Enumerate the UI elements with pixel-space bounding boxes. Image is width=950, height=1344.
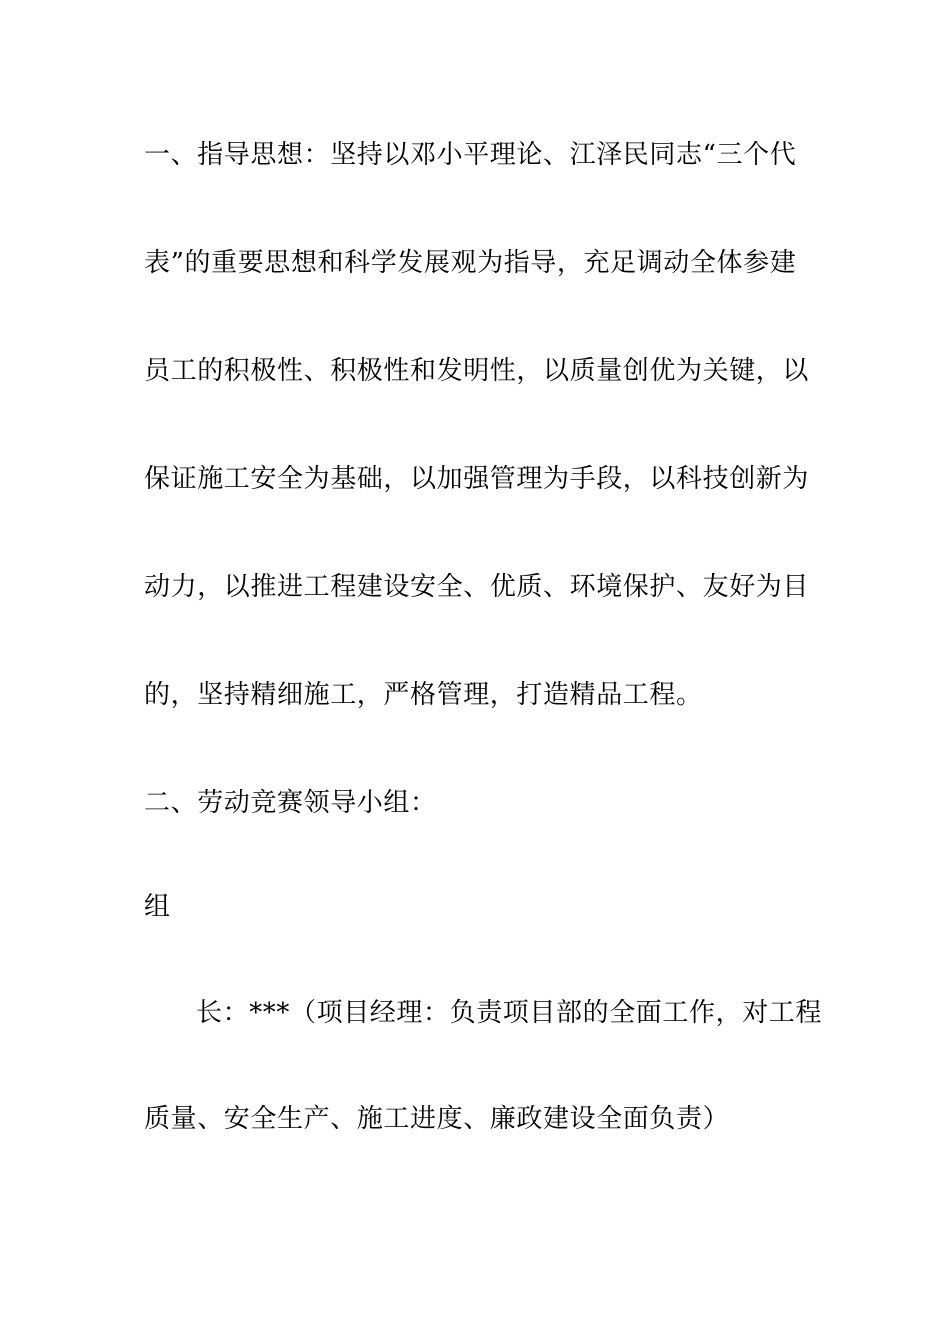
paragraph-guiding-ideology-line-3: 员工的积极性、积极性和发明性，以质量创优为关键，以 [144,356,810,386]
paragraph-guiding-ideology-line-2: 表”的重要思想和科学发展观为指导，充足调动全体参建 [144,248,797,278]
paragraph-guiding-ideology-line-1: 一、指导思想：坚持以邓小平理论、江泽民同志“三个代 [144,140,797,170]
group-leader-line-1: 长：***（项目经理：负责项目部的全面工作，对工程 [196,998,823,1028]
paragraph-guiding-ideology-line-4: 保证施工安全为基础，以加强管理为手段，以科技创新为 [144,464,810,494]
paragraph-guiding-ideology-line-5: 动力，以推进工程建设安全、优质、环境保护、友好为目 [144,572,810,602]
group-leader-line-2: 质量、安全生产、施工进度、廉政建设全面负责） [144,1104,730,1134]
section-heading-leadership-group: 二、劳动竞赛领导小组： [144,788,437,818]
group-label: 组 [144,892,171,922]
paragraph-guiding-ideology-line-6: 的，坚持精细施工，严格管理，打造精品工程。 [144,680,703,710]
